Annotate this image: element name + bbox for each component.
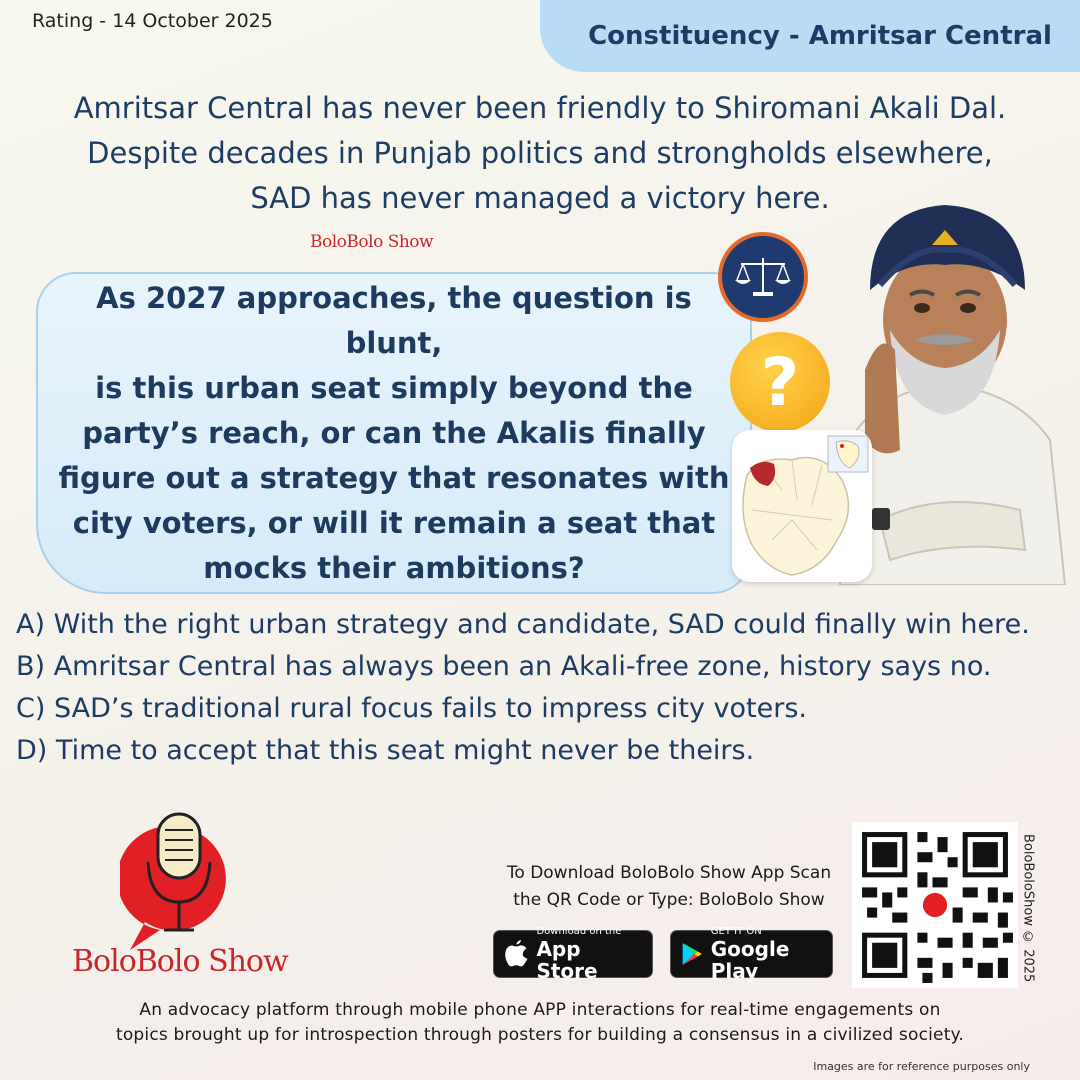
google-play-icon: [681, 940, 703, 968]
download-instructions: [484, 860, 854, 914]
brand-watermark: BoloBolo Show: [310, 232, 434, 252]
copyright-vertical: BoloBoloShow © 2025: [1020, 833, 1036, 983]
option-d[interactable]: D) Time to accept that this seat might never be theirs.: [16, 735, 755, 766]
answer-options: [16, 604, 1066, 772]
microphone-icon: [120, 812, 238, 962]
footer-line: topics brought up for introspection through posters for building a consensus in a civilized society.: [115, 1025, 965, 1045]
question-line: As 2027 approaches, the question is blunt,: [96, 280, 692, 360]
constituency-banner: Constituency - Amritsar Central: [540, 0, 1080, 72]
disclaimer: Images are for reference purposes only: [813, 1060, 1030, 1073]
apple-icon: [504, 939, 528, 969]
intro-line: Despite decades in Punjab politics and strongholds elsewhere,: [87, 136, 993, 170]
question-line: party’s reach, or can the Akalis finally: [82, 415, 706, 450]
question-text: [58, 276, 730, 591]
question-line: city voters, or will it remain a seat that: [72, 505, 716, 540]
option-b[interactable]: B) Amritsar Central has always been an Akali-free zone, history says no.: [16, 651, 992, 682]
footer-text: [20, 998, 1060, 1048]
app-store-button[interactable]: [493, 926, 653, 983]
google-play-button[interactable]: [670, 926, 833, 983]
rating-date: Rating - 14 October 2025: [32, 10, 273, 32]
app-store-small-label: Download on the: [536, 926, 622, 937]
question-mark-icon: ?: [730, 332, 830, 432]
google-play-label: Google Play: [710, 937, 790, 983]
scales-of-justice-icon: [718, 232, 808, 322]
question-box: [36, 272, 752, 594]
download-line: To Download BoloBolo Show App Scan: [506, 863, 832, 883]
qr-code[interactable]: [852, 822, 1018, 988]
brand-logo-text: BoloBolo Show: [72, 944, 288, 979]
option-a[interactable]: A) With the right urban strategy and candidate, SAD could finally win here.: [16, 609, 1030, 640]
question-line: figure out a strategy that resonates with: [58, 460, 730, 495]
intro-line: SAD has never managed a victory here.: [250, 181, 830, 215]
intro-line: Amritsar Central has never been friendly to Shiromani Akali Dal.: [73, 91, 1007, 125]
google-play-small-label: GET IT ON: [710, 926, 762, 937]
app-store-label: App Store: [536, 937, 598, 983]
footer-line: An advocacy platform through mobile phone APP interactions for real-time engagements on: [139, 1000, 941, 1020]
punjab-map-icon: [732, 430, 872, 582]
question-line: is this urban seat simply beyond the: [95, 370, 693, 405]
option-c[interactable]: C) SAD’s traditional rural focus fails to impress city voters.: [16, 693, 808, 724]
question-line: mocks their ambitions?: [203, 550, 585, 585]
download-line: the QR Code or Type: BoloBolo Show: [513, 890, 825, 910]
